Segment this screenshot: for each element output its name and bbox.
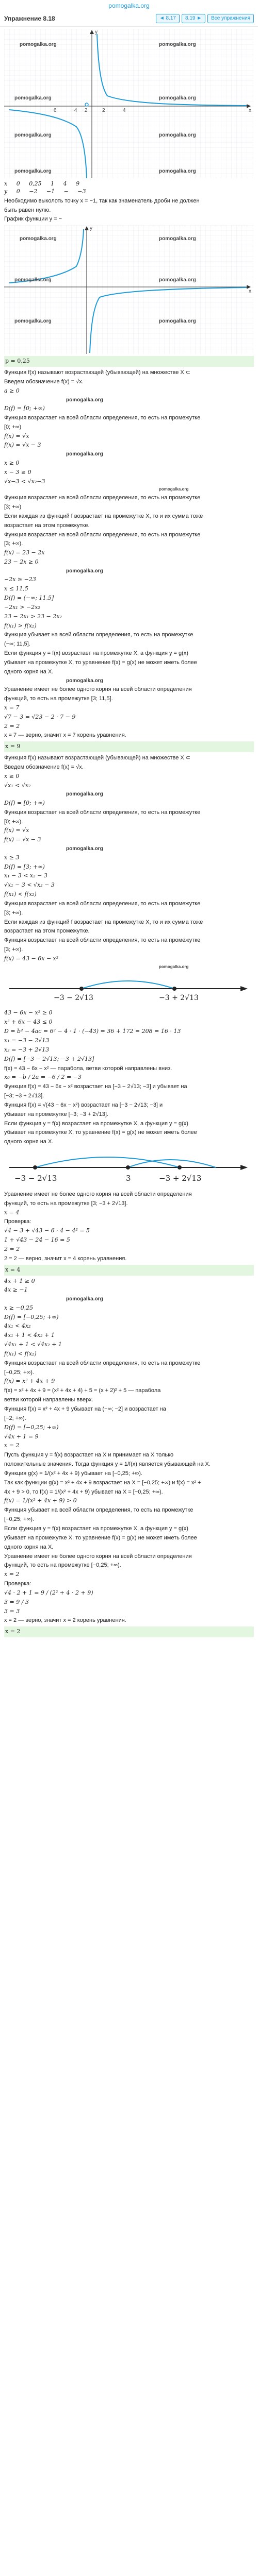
table-row: y 0 −2 −1 − −3 — [4, 188, 86, 195]
math-line: x ≤ 11,5 — [4, 585, 28, 592]
watermark: pomogalka.org — [14, 277, 52, 283]
paragraph: ветви которой направлены вверх. — [4, 1397, 93, 1403]
math-line: √4x + 1 = 9 — [4, 1433, 39, 1440]
math-line: 4x + 1 ≥ 0 — [4, 1277, 35, 1284]
paragraph: 2 = 2 — верно, значит x = 4 корень уравнения. — [4, 1255, 127, 1262]
math-line: 4x ≥ −1 — [4, 1286, 28, 1294]
math-line: x = 2 — [4, 1442, 20, 1449]
watermark: pomogalka.org — [66, 791, 103, 798]
math-line: f(x) = 23 − 2x — [4, 549, 45, 556]
paragraph: x = 7 — верно, значит x = 7 корень уравнения. — [4, 732, 126, 739]
watermark: pomogalka.org — [159, 964, 189, 969]
paragraph: Функция g(x) = 1/(x² + 4x + 9) убывает на [−0,25; +∞). — [4, 1470, 142, 1477]
math-line: x ≥ −0,25 — [4, 1304, 34, 1311]
paragraph: Функция возрастает на всей области определения, то есть на промежутке — [4, 900, 201, 907]
paragraph: Введем обозначение f(x) = √x. — [4, 378, 84, 385]
paragraph: [0; +∞). — [4, 818, 23, 825]
math-line: D(f) = [3; +∞) — [4, 863, 45, 870]
paragraph: Функция f(x) называют возрастающей (убывающей) на множестве X ⊂ — [4, 369, 191, 376]
graph-2 — [4, 225, 254, 354]
paragraph: функций, то есть на промежутке [−0,25; +∞). — [4, 1562, 121, 1569]
math-line: 2 = 2 — [4, 722, 20, 730]
watermark: pomogalka.org — [66, 846, 103, 852]
paragraph: [3; +∞). — [4, 946, 23, 953]
paragraph: Функция возрастает на всей области определения, то есть на промежутке — [4, 495, 201, 501]
math-line: 2 = 2 — [4, 1246, 20, 1252]
paragraph: Функция возрастает на всей области определения, то есть на промежутке — [4, 809, 201, 816]
paragraph: [−3; −3 + 2√13]. — [4, 1093, 44, 1099]
x-tick-label: −6 — [51, 108, 57, 113]
watermark: pomogalka.org — [159, 487, 189, 492]
next-exercise-button[interactable]: 8.19 ► — [182, 14, 205, 23]
math-line: x ≥ 0 — [4, 772, 20, 779]
math-line: 3 = 3 — [4, 1607, 20, 1615]
watermark: pomogalka.org — [159, 42, 196, 47]
paragraph: Функция возрастает на всей области определения, то есть на промежутке — [4, 1360, 201, 1366]
paragraph: убывает на промежутке [−3; −3 + 2√13]. — [4, 1111, 108, 1117]
watermark: pomogalka.org — [66, 1296, 103, 1302]
number-line-label: −3 + 2√13 — [159, 1174, 202, 1183]
x-axis-label: x — [249, 108, 251, 113]
paragraph: [0; +∞) — [4, 423, 22, 430]
prev-exercise-button[interactable]: ◄ 8.17 — [156, 14, 180, 23]
watermark: pomogalka.org — [159, 132, 196, 138]
answer-highlight: x = 2 — [4, 1626, 254, 1637]
math-line: x₀ = −b / 2a = −6 / 2 = −3 — [4, 1074, 82, 1081]
paragraph: одного корня на X. — [4, 1139, 54, 1145]
paragraph: (−∞; 11,5]. — [4, 641, 30, 648]
math-line: x₁ − 3 < x₂ − 3 — [4, 872, 47, 879]
math-line: 3 = 9 / 3 — [4, 1598, 29, 1605]
paragraph: возрастает на этом промежутке. — [4, 928, 90, 935]
y-axis-label: y — [95, 29, 98, 35]
graph-2-svg — [4, 225, 254, 354]
math-line: D(f) = [−0,25; +∞) — [4, 1423, 59, 1431]
number-line-label: −3 − 2√13 — [14, 1174, 57, 1183]
paragraph: [3; +∞) — [4, 503, 22, 510]
paragraph: Если функция y = f(x) возрастает на промежутке X, а функция y = g(x) — [4, 1525, 188, 1532]
watermark: pomogalka.org — [66, 397, 103, 403]
math-line: 43 − 6x − x² ≥ 0 — [4, 1009, 53, 1016]
paragraph: Если каждая из функций f возрастает на промежутке X, то и их сумма тоже — [4, 513, 203, 519]
number-line-2 — [4, 1149, 254, 1188]
table-row: x 0 0,25 1 4 9 — [4, 180, 80, 187]
math-line: f(x) = √x — [4, 432, 29, 439]
watermark: pomogalka.org — [66, 677, 103, 684]
paragraph: Функция возрастает на всей области определения, то есть на промежутке — [4, 414, 201, 421]
watermark: pomogalka.org — [14, 318, 52, 325]
graph-caption: График функции y = − — [4, 216, 62, 223]
watermark: pomogalka.org — [159, 277, 196, 283]
math-line: √4 · 2 + 1 = 9 / (2² + 4 · 2 + 9) — [4, 1589, 93, 1596]
watermark: pomogalka.org — [159, 236, 196, 242]
math-line: D = b² − 4ac = 6² − 4 · 1 · (−43) = 36 + 172 = 208 = 16 · 13 — [4, 1028, 181, 1035]
x-tick-label: 4 — [123, 108, 126, 113]
watermark: pomogalka.org — [14, 132, 52, 138]
paragraph: Функция возрастает на всей области определения, то есть на промежутке — [4, 531, 201, 538]
math-line: f(x) = x² + 4x + 9 — [4, 1378, 55, 1385]
paragraph: Если функция y = f(x) возрастает на промежутке X, а функция y = g(x) — [4, 1120, 188, 1127]
value-table — [4, 180, 254, 196]
paragraph: одного корня на X. — [4, 668, 54, 675]
math-line: D(f) = (−∞; 11,5] — [4, 595, 54, 602]
paragraph: Функция возрастает на всей области определения, то есть на промежутке — [4, 937, 201, 944]
paragraph: Уравнение имеет не более одного корня на всей области определения — [4, 1553, 192, 1560]
graph-1-svg — [4, 29, 254, 178]
math-line: f(x) = 43 − 6x − x² — [4, 955, 59, 962]
paragraph: x = 2 — верно, значит x = 2 корень уравнения. — [4, 1617, 126, 1624]
math-line: x = 2 — [4, 1571, 20, 1578]
number-line-label: −3 − 2√13 — [54, 993, 93, 1002]
math-line: f(x) = √x − 3 — [4, 442, 41, 449]
math-line: 23 − 2x ≥ 0 — [4, 558, 39, 566]
math-line: x − 3 ≥ 0 — [4, 468, 31, 476]
paragraph: Если каждая из функций f возрастает на промежутке X, то и их сумма тоже — [4, 919, 203, 925]
paragraph: Функция f(x) = 43 − 6x − x² возрастает на [−3 − 2√13; −3] и убывает на — [4, 1083, 187, 1090]
number-line-label: 3 — [126, 1174, 131, 1183]
paragraph: функций, то есть на промежутке [3; 11,5]. — [4, 696, 113, 702]
paragraph: [−2; +∞). — [4, 1415, 26, 1421]
paragraph: Функция f(x) = √(43 − 6x − x²) возрастает на [−3 − 2√13; −3] и — [4, 1101, 163, 1108]
math-line: x = 4 — [4, 1209, 20, 1216]
graph-1 — [4, 29, 254, 178]
watermark: pomogalka.org — [14, 168, 52, 174]
math-line: 23 − 2x₁ > 23 − 2x₂ — [4, 613, 62, 620]
math-line: √x₁ − 3 < √x₂ − 3 — [4, 882, 55, 889]
paragraph: Функция убывает на всей области определения, то есть на промежутке — [4, 632, 194, 638]
math-line: f(x₁) < f(x₂) — [4, 1350, 37, 1357]
paragraph: возрастает на этом промежутке. — [4, 522, 90, 529]
paragraph: [3; +∞). — [4, 909, 23, 916]
math-line: 4x₁ < 4x₂ — [4, 1323, 31, 1330]
paragraph: одного корня на X. — [4, 1544, 54, 1550]
x-tick-label: −4 — [71, 108, 77, 113]
paragraph: Уравнение имеет не более одного корня на всей области определения — [4, 1191, 192, 1197]
watermark: pomogalka.org — [159, 168, 196, 174]
solution-content — [0, 29, 258, 1637]
answer-highlight: p = 0,25 — [4, 356, 254, 367]
math-line: −2x ≥ −23 — [4, 576, 36, 583]
site-domain[interactable]: pomogalka.org — [108, 2, 150, 9]
math-line: 1 + √43 − 24 − 16 = 5 — [4, 1236, 70, 1244]
math-line: a ≥ 0 — [4, 387, 20, 394]
x-tick-label: 2 — [102, 108, 105, 113]
paragraph: [−0,25; +∞). — [4, 1369, 34, 1376]
math-line: 4x₁ + 1 < 4x₂ + 1 — [4, 1332, 55, 1339]
site-header[interactable] — [0, 0, 258, 11]
paragraph: Проверка: — [4, 1218, 31, 1225]
paragraph: 4x + 9 > 0, то f(x) = 1/(x² + 4x + 9) убывает на X = [−0,25; +∞). — [4, 1488, 163, 1495]
paragraph: убывает на промежутке X, то уравнение f(x) = g(x) не может иметь более — [4, 1534, 197, 1541]
paragraph: [−0,25; +∞). — [4, 1516, 34, 1523]
math-line: f(x₁) < f(x₂) — [4, 891, 37, 898]
exercise-title: Упражнение 8.18 — [4, 14, 55, 22]
paragraph: [3; +∞). — [4, 540, 23, 547]
all-exercises-button[interactable]: Все упражнения — [207, 14, 254, 23]
math-line: √x₁ < √x₂ — [4, 782, 31, 789]
math-line: f(x) = 1/(x² + 4x + 9) > 0 — [4, 1497, 77, 1504]
math-line: f(x) = √x — [4, 827, 29, 834]
y-axis-label: y — [90, 226, 92, 232]
paragraph: положительные значения. Тогда функция y = 1/f(x) является убывающей на X. — [4, 1461, 211, 1468]
note-text: быть равен нулю. — [4, 207, 51, 213]
math-line: √x−3 < √x₂−3 — [4, 478, 45, 485]
paragraph: Так как функции g(x) = x² + 4x + 9 возрастает на X = [−0,25; +∞) и f(x) = x² + — [4, 1479, 201, 1486]
paragraph: убывает на промежутке X, то уравнение f(x) = g(x) не может иметь более — [4, 1129, 197, 1136]
paragraph: Проверка: — [4, 1581, 31, 1587]
math-line: x = 7 — [4, 704, 20, 711]
paragraph: Если функция y = f(x) возрастает на промежутке X, а функция y = g(x) — [4, 650, 188, 657]
number-line-label: −3 + 2√13 — [159, 993, 199, 1002]
math-line: −2x₁ > −2x₂ — [4, 603, 40, 611]
paragraph: убывает на промежутке X, то уравнение f(x) = g(x) не может иметь более — [4, 659, 197, 666]
math-line: D(f) = [0; +∞) — [4, 799, 45, 806]
math-line: f(x₁) > f(x₂) — [4, 622, 37, 629]
paragraph: f(x) = x² + 4x + 9 = (x² + 4x + 4) + 5 = (x + 2)² + 5 — парабола — [4, 1387, 161, 1394]
paragraph: Функция f(x) называют возрастающей (убывающей) на множестве X ⊂ — [4, 755, 191, 761]
watermark: pomogalka.org — [159, 95, 196, 101]
math-line: f(x) = √x − 3 — [4, 836, 41, 843]
paragraph: Пусть функция y = f(x) возрастает на X и принимает на X только — [4, 1452, 174, 1459]
paragraph: функций, то есть на промежутке [3; −3 + 2√13]. — [4, 1200, 128, 1207]
math-line: √4 − 3 + √43 − 6 · 4 − 4² = 5 — [4, 1227, 90, 1234]
paragraph: Введем обозначение f(x) = √x. — [4, 764, 84, 770]
note-text: Необходимо выколоть точку x = −1, так как знаменатель дроби не должен — [4, 197, 200, 204]
watermark: pomogalka.org — [14, 95, 52, 101]
watermark: pomogalka.org — [20, 236, 57, 242]
math-line: x ≥ 0 — [4, 459, 20, 466]
math-line: D(f) = [0; +∞) — [4, 405, 45, 412]
x-tick-label: −2 — [82, 108, 88, 113]
math-line: x² + 6x − 43 ≤ 0 — [4, 1019, 53, 1026]
math-line: D(f) = [−0,25; +∞) — [4, 1313, 59, 1320]
number-line-2-svg — [4, 1149, 254, 1185]
math-line: √4x₁ + 1 < √4x₂ + 1 — [4, 1341, 62, 1348]
x-axis-label: x — [249, 289, 251, 295]
exercise-header — [0, 11, 258, 27]
paragraph: Функция f(x) = x² + 4x + 9 убывает на (−∞; −2] и возрастает на — [4, 1406, 166, 1412]
watermark: pomogalka.org — [159, 318, 196, 325]
math-line: x₂ = −3 + 2√13 — [4, 1046, 50, 1053]
answer-highlight: x = 9 — [4, 741, 254, 752]
math-line: D(f) = [−3 − 2√13; −3 + 2√13] — [4, 1055, 94, 1062]
math-line: x₁ = −3 − 2√13 — [4, 1037, 50, 1044]
paragraph: Функция убывает на всей области определения, то есть на промежутке — [4, 1507, 194, 1514]
math-line: x ≥ 3 — [4, 854, 20, 861]
paragraph: Уравнение имеет не более одного корня на всей области определения — [4, 686, 192, 693]
watermark: pomogalka.org — [20, 42, 57, 47]
paragraph: f(x) = 43 − 6x − x² — парабола, ветви которой направлены вниз. — [4, 1065, 172, 1072]
number-line-1-svg — [4, 973, 254, 1004]
math-line: √7 − 3 = √23 − 2 · 7 − 9 — [4, 713, 76, 720]
watermark: pomogalka.org — [66, 568, 103, 574]
number-line-1 — [4, 973, 254, 1007]
answer-highlight: x = 4 — [4, 1265, 254, 1276]
watermark: pomogalka.org — [66, 451, 103, 457]
